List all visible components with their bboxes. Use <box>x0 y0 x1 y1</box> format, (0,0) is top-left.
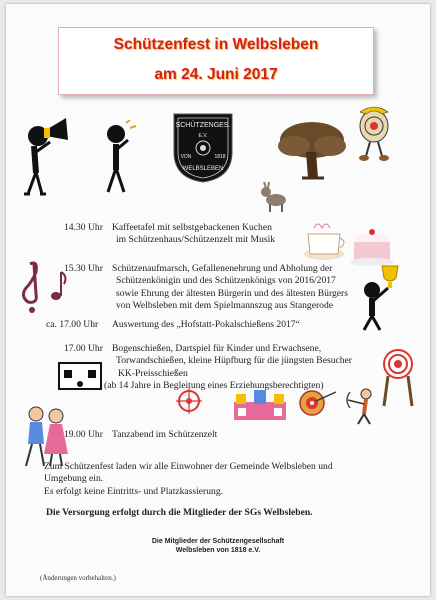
schedule-line: sowie Ehrung der ältesten Bürgerin und des ältesten Bürgers <box>116 287 348 299</box>
schedule-line: Torwandschießen, kleine Hüpfburg für die jüngsten Besucher <box>116 355 352 367</box>
schedule-time: ca. 17.00 Uhr <box>46 319 99 330</box>
schedule-line: Tanzabend im Schützenzelt <box>112 429 218 440</box>
archer-icon <box>344 386 382 426</box>
schedule-line: im Schützenhaus/Schützenzelt mit Musik <box>116 234 276 246</box>
schedule-line: (ab 14 Jahre in Begleitung eines Erziehungsberechtigten) <box>104 380 324 392</box>
title-box <box>58 27 374 95</box>
logo-year-right: 1818 <box>214 154 226 160</box>
invitation-line: Umgebung ein. <box>44 473 104 485</box>
footnote: (Änderungen vorbehalten.) <box>40 574 116 582</box>
title-line-2: am 24. Juni 2017 <box>154 66 278 83</box>
schedule-line: Kaffeetafel mit selbstgebackenen Kuchen <box>112 222 272 233</box>
schedule-line: Schützenaufmarsch, Gefallenenehrung und Abholung der <box>112 263 333 274</box>
schedule-time: 19.00 Uhr <box>64 429 103 440</box>
club-logo-icon <box>170 108 236 184</box>
target-mascot-icon <box>352 104 400 162</box>
signature-line-2: Welbsleben von 1818 e.V. <box>175 547 261 554</box>
schedule-line: KK-Preisschießen <box>118 367 188 379</box>
logo-year-left: VON <box>180 154 192 160</box>
thinking-man-icon <box>96 120 140 194</box>
logo-bottom-text: WELBSLEBEN <box>182 166 224 172</box>
schedule-line: Schützenkönigin und des Schützenkönigs von 2016/2017 <box>116 275 336 287</box>
schedule-line: Auswertung des „Hofstatt-Pokalschießens 2017“ <box>112 319 300 330</box>
logo-mid-text: E.V. <box>198 133 208 139</box>
signature-line-1: Die Mitglieder der Schützengesellschaft <box>151 538 285 545</box>
logo-top-text: SCHÜTZENGES. <box>175 122 231 129</box>
schedule-time: 14.30 Uhr <box>64 222 103 233</box>
trophy-man-icon <box>352 262 404 332</box>
title-line-1: Schützenfest in Welbsleben <box>113 36 319 53</box>
invitation-line: Zum Schützenfest laden wir alle Einwohner der Gemeinde Welbsleben und <box>44 461 333 472</box>
megaphone-man-icon <box>16 108 74 198</box>
catering-note: Die Versorgung erfolgt durch die Mitglieder der SGs Welbsleben. <box>46 507 313 518</box>
target-stand-icon <box>380 346 416 408</box>
schedule-line: von Welbsleben mit dem Spielmannszug aus Stangerode <box>116 300 334 312</box>
music-note-icon <box>16 258 70 318</box>
schedule-time: 17.00 Uhr <box>64 343 103 354</box>
schedule-time: 15.30 Uhr <box>64 263 103 274</box>
donkey-icon <box>258 180 292 214</box>
goal-wall-icon <box>58 362 102 390</box>
tree-icon <box>272 120 348 182</box>
invitation-line: Es erfolgt keine Eintritts- und Platzkassierung. <box>44 485 224 497</box>
schedule-line: Bogenschießen, Dartspiel für Kinder und Erwachsene, <box>112 343 322 354</box>
bouncy-castle-icon <box>232 388 288 422</box>
